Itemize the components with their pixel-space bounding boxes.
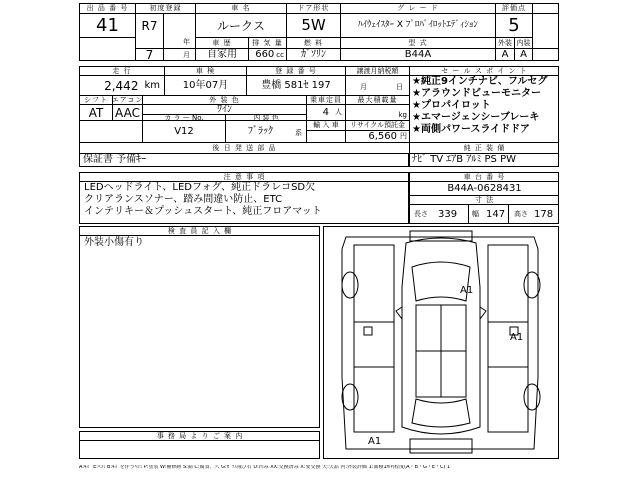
era-year: 7 [149,19,158,33]
displacement-value: 660 [255,49,275,60]
lot-number: 41 [96,14,119,36]
color-number-label: カ ラ ー No. [164,113,204,122]
later-parts: 保証書 予備ｷｰ [83,154,147,165]
exterior-label: 外装 [498,38,512,47]
first-reg-month: 7 [145,48,154,62]
legend: A:ｷｽﾞ E:ﾍｺﾐ B:ｷｽﾞを伴うﾍｺﾐ P:塗装 W:補修跡 S:錆 C:腐食、穴 G:ｶﾞﾗｽ飛び石 U:凹み XX:交換済み X:要交換 矢:欠品 内:外装評価 1:面積1ｶ所程度(A・B・G・E・C) 1 [79,465,451,470]
sales-point: ★エマージェンシーブレーキ [412,112,540,123]
car-name-label: 車 名 [231,4,251,12]
use: 自家用 [207,49,237,60]
damage-mark: A1 [510,332,524,343]
era-letter: R [141,19,150,33]
inspection-label: 車 検 [195,66,216,75]
year-suffix: 年 [183,38,190,46]
max-load-label: 最大積載量 [357,95,398,104]
dimensions [410,205,559,223]
note-line: LEDヘッドライト、LEDフォグ、純正ドラレコSD欠 [84,182,316,193]
capacity-label: 乗車定員 [310,95,342,104]
interior-label: 内装 [516,38,531,47]
length: 339 [438,209,458,220]
color-number: V12 [174,126,194,137]
equipment-label: 純 正 装 備 [463,143,506,152]
notes [84,183,408,223]
exterior-score: A [501,49,509,60]
ac-label: エアコン [111,95,144,104]
month-suffix: 月 [183,50,190,59]
equipment: ﾅﾋﾞ TV ｴｱB ｱﾙﾐ PS PW [412,154,516,165]
interior-color-label: 内 装 色 [253,113,279,122]
inspection: 10年07月 [182,79,229,91]
interior-color [226,122,306,142]
recycle-fee [346,131,409,142]
notes-label: 注 意 事 項 [223,172,266,181]
damage-mark: A1 [368,436,382,447]
sales-point: ★純正9インチナビ、フルセグ [412,76,548,87]
registration-number: 豊橋 581ｾ 197 [261,79,331,91]
displacement-label: 排 気 量 [252,38,283,47]
sales-point: ★プロパイロット [412,100,491,111]
displacement [249,49,286,61]
damage-mark: A1 [460,285,474,296]
height: 178 [534,209,554,220]
tax-date [346,84,409,94]
score: 5 [508,14,520,36]
first-registration-label: 初度登録 [149,4,182,12]
sales-point: ★両側パワースライドドア [412,124,530,135]
recycle-unit: 円 [400,132,407,140]
mileage-unit: km [144,79,160,91]
grade-label: グ レ ー ド [397,4,439,12]
capacity-value: 4 [322,106,329,118]
note-line: インテリキー＆プッシュスタート、純正フロアマット [84,206,322,217]
car-name: ルークス [217,18,265,33]
width: 147 [486,209,506,220]
sales-points [412,77,558,141]
grade: ﾊｲｳｪｲｽﾀｰ X ﾌﾟﾛﾊﾟｲﾛｯﾄｴﾃﾞｨｼｮﾝ [358,20,478,30]
chassis-label: 車 台 番 号 [463,172,506,181]
door-type: 5W [301,16,326,34]
length-label: 長さ [414,210,428,218]
tax-day: 日 [396,83,403,91]
interior-color-suffix: 系 [295,129,302,137]
later-parts-label: 後 日 発 送 部 品 [212,143,277,152]
width-label: 幅 [472,210,479,218]
capacity-unit: 人 [335,108,342,116]
shift: AT [88,105,104,120]
interior-color-value: ﾌﾞﾗｯｸ [248,126,273,137]
registration-label: 登 録 番 号 [275,66,317,75]
air-conditioner: AAC [115,105,140,120]
model-label: 型 式 [408,38,428,47]
height-label: 高さ [514,210,528,218]
office-label: 事 務 局 よ り ご 案 内 [156,431,244,440]
interior-score: A [520,49,527,60]
inspection-notes-label: 検 査 員 記 入 欄 [167,226,233,235]
inspection-notes-box [79,226,320,428]
exterior-color: ﾜｲﾝ [217,104,232,115]
fuel-label: 燃 料 [303,38,324,47]
use-label: 車 歴 [212,38,232,47]
import-label: 輸 入 車 [313,121,339,129]
tax-label: 譲渡月納税額 [356,66,399,75]
era [136,16,163,36]
shift-label: シフト [84,95,108,104]
inspection-notes: 外装小傷有り [84,237,144,248]
sales-points-label: セ ー ル ス ポ イ ン ト [441,66,528,75]
displacement-unit: cc [276,50,284,59]
sales-point: ★アラウンドビューモニター [412,88,541,99]
condition-diagram [323,226,559,459]
chassis-number: B44A-0628431 [447,182,522,194]
capacity [307,105,345,120]
mileage-label: 走 行 [112,66,132,75]
door-label: ドア形状 [297,4,330,12]
mileage-value: 2,442 [104,78,139,93]
tax-month: 月 [360,83,367,91]
recycle-value: 6,560 [368,130,397,142]
max-load-unit: kg [398,110,407,119]
dimensions-label: 寸 法 [474,195,495,204]
color-label: 外 装 色 [209,95,240,104]
model: B44A [404,49,432,60]
score-label: 評価点 [502,4,526,12]
mileage [80,76,164,95]
lot-number-label: 出 品 番 号 [86,4,129,12]
recycle-label: リサイクル預託金 [349,121,406,129]
note-line: クリアランスソナー、踏み間違い防止、ETC [84,194,283,205]
fuel: ｶﾞｿﾘﾝ [301,49,326,60]
